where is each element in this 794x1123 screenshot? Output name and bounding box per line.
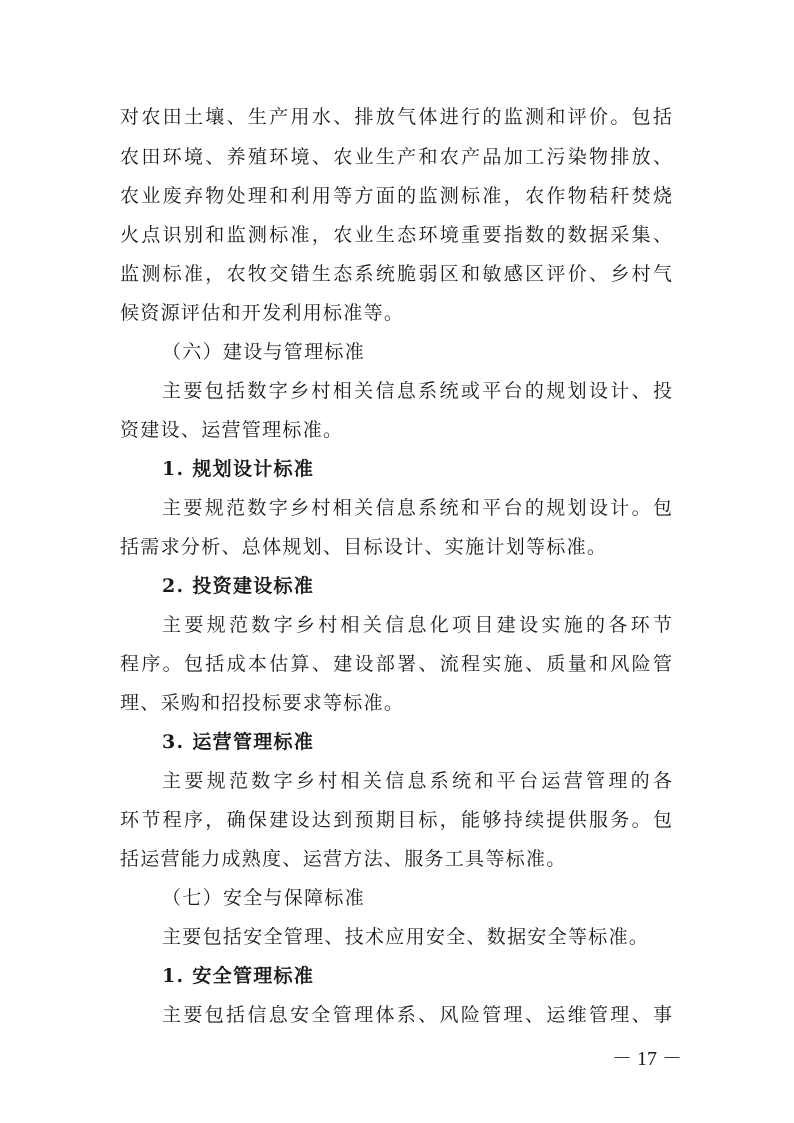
subsection-heading: 1. 规划设计标准 (162, 458, 315, 480)
subsection-heading: 2. 投资建设标准 (162, 575, 315, 597)
body-text-line: 监测标准，农牧交错生态系统脆弱区和敏感区评价、乡村气 (120, 263, 672, 285)
body-text-line: 对农田土壤、生产用水、排放气体进行的监测和评价。包括 (120, 106, 672, 128)
page-number: － 17 － (612, 1048, 682, 1070)
body-text-line: 环节程序，确保建设达到预期目标，能够持续提供服务。包 (120, 809, 672, 831)
body-text-line: 火点识别和监测标准，农业生态环境重要指数的数据采集、 (120, 224, 672, 246)
body-text-line: 程序。包括成本估算、建设部署、流程实施、质量和风险管 (120, 653, 672, 675)
body-text-line: 资建设、运营管理标准。 (120, 419, 344, 441)
section-heading: （七）安全与保障标准 (162, 887, 366, 909)
body-text-line: 括需求分析、总体规划、目标设计、实施计划等标准。 (120, 536, 608, 558)
body-text-line: 主要包括信息安全管理体系、风险管理、运维管理、事 (162, 1004, 672, 1026)
body-text-line: 主要规范数字乡村相关信息化项目建设实施的各环节 (162, 614, 672, 636)
body-text-line: 理、采购和招投标要求等标准。 (120, 692, 405, 714)
body-text-line: 农田环境、养殖环境、农业生产和农产品加工污染物排放、 (120, 146, 672, 168)
body-text-line: 括运营能力成熟度、运营方法、服务工具等标准。 (120, 848, 567, 870)
subsection-heading: 3. 运营管理标准 (162, 731, 315, 753)
body-text-line: 农业废弃物处理和利用等方面的监测标准，农作物秸秆焚烧 (120, 185, 672, 207)
body-text-line: 候资源评估和开发利用标准等。 (120, 302, 405, 324)
body-text-line: 主要规范数字乡村相关信息系统和平台运营管理的各 (162, 770, 672, 792)
body-text-line: 主要包括安全管理、技术应用安全、数据安全等标准。 (162, 926, 650, 948)
body-text-line: 主要规范数字乡村相关信息系统和平台的规划设计。包 (162, 497, 672, 519)
subsection-heading: 1. 安全管理标准 (162, 965, 315, 987)
section-heading: （六）建设与管理标准 (162, 341, 366, 363)
body-text-line: 主要包括数字乡村相关信息系统或平台的规划设计、投 (162, 380, 672, 402)
